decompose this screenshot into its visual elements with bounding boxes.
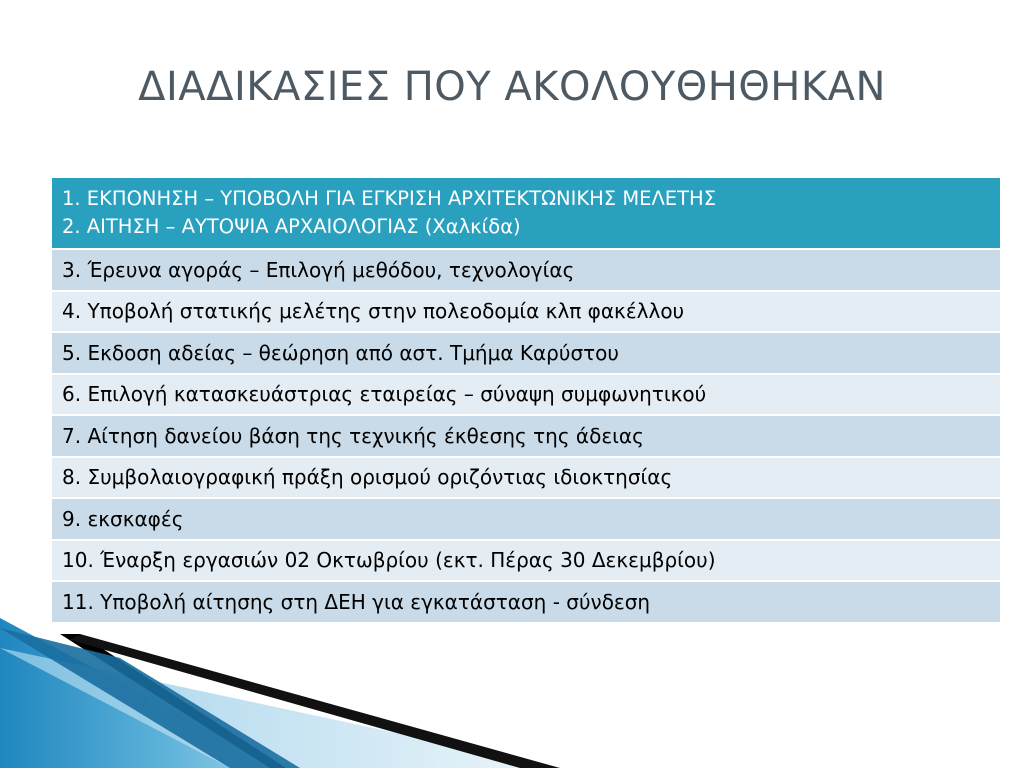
table-row (52, 332, 1000, 374)
header-line-1: 1. ΕΚΠΟΝΗΣΗ – ΥΠΟΒΟΛΗ ΓΙΑ ΕΓΚΡΙΣΗ ΑΡΧΙΤΕΚΤΩΝΙΚΗΣ ΜΕΛΕΤΗΣ (62, 187, 717, 210)
table-row (52, 291, 1000, 333)
table-row (52, 415, 1000, 457)
table-row (52, 540, 1000, 582)
table-cell: 4. Υποβολή στατικής μελέτης στην πολεοδομία κλπ φακέλλου (52, 291, 1000, 333)
table-row (52, 374, 1000, 416)
table-cell: 9. εκσκαφές (52, 498, 1000, 540)
slide-title: ΔΙΑΔΙΚΑΣΙΕΣ ΠΟΥ ΑΚΟΛΟΥΘΗΘΗΚΑΝ (138, 64, 886, 110)
table-row (52, 457, 1000, 499)
table-header-cell (52, 178, 1000, 249)
table-cell: 8. Συμβολαιογραφική πράξη ορισμού οριζόντιας ιδιοκτησίας (52, 457, 1000, 499)
table-cell: 6. Επιλογή κατασκευάστριας εταιρείας – σύναψη συμφωνητικού (52, 374, 1000, 416)
table-cell: 7. Αίτηση δανείου βάση της τεχνικής έκθεσης της άδειας (52, 415, 1000, 457)
table-header-row (52, 178, 1000, 249)
corner-wave-decoration (0, 618, 1024, 768)
table-row (52, 249, 1000, 291)
table-cell: 3. Έρευνα αγοράς – Επιλογή μεθόδου, τεχνολογίας (52, 249, 1000, 291)
table-row (52, 498, 1000, 540)
table-cell: 11. Υποβολή αίτησης στη ΔΕΗ για εγκατάσταση - σύνδεση (52, 581, 1000, 623)
header-line-2: 2. ΑΙΤΗΣΗ – ΑΥΤΟΨΙΑ ΑΡΧΑΙΟΛΟΓΙΑΣ (Χαλκίδα) (62, 215, 521, 238)
table-row (52, 581, 1000, 623)
procedures-table (52, 178, 1000, 624)
table-cell: 5. Εκδοση αδείας – θεώρηση από αστ. Τμήμα Καρύστου (52, 332, 1000, 374)
table-cell: 10. Έναρξη εργασιών 02 Οκτωβρίου (εκτ. Πέρας 30 Δεκεμβρίου) (52, 540, 1000, 582)
